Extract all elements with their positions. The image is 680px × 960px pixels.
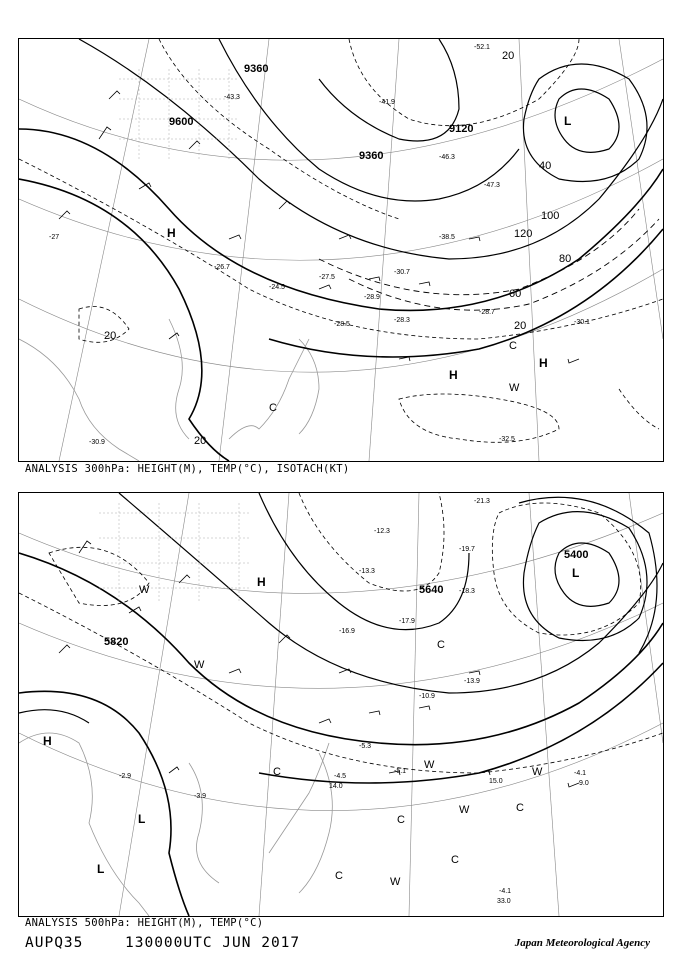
svg-text:-24.5: -24.5 (269, 284, 285, 291)
svg-text:-46.3: -46.3 (439, 154, 455, 161)
cold-cell: C (335, 870, 343, 882)
low-center: L (138, 812, 146, 826)
warm-cell: W (424, 759, 435, 771)
svg-text:-26.7: -26.7 (214, 264, 230, 271)
product-code: AUPQ35 (25, 935, 84, 951)
isotach-label: 40 (539, 160, 552, 172)
warm-cell: W (509, 382, 520, 394)
warm-cell: W (139, 584, 150, 596)
valid-time: 130000UTC JUN 2017 (125, 935, 301, 951)
isotach-label: 80 (559, 253, 572, 265)
svg-text:-38.5: -38.5 (439, 234, 455, 241)
svg-text:33.0: 33.0 (497, 898, 511, 905)
height-label: 9360 (244, 63, 269, 75)
height-label: 5640 (419, 584, 444, 596)
svg-text:-41.9: -41.9 (379, 99, 395, 106)
low-center: L (564, 114, 572, 128)
height-label: 5400 (564, 549, 589, 561)
low-center: L (97, 862, 105, 876)
cold-cell: C (397, 814, 405, 826)
svg-text:9.0: 9.0 (579, 780, 589, 787)
svg-text:-28.9: -28.9 (364, 294, 380, 301)
isotach-label: 20 (194, 435, 207, 447)
svg-text:-27.5: -27.5 (319, 274, 335, 281)
svg-text:-52.1: -52.1 (474, 44, 490, 51)
svg-text:-30.1: -30.1 (574, 319, 590, 326)
map-500hpa-canvas (19, 493, 663, 916)
svg-text:-16.9: -16.9 (339, 628, 355, 635)
wind-barbs (59, 541, 579, 787)
isotach-label: 20 (514, 320, 527, 332)
cold-cell: C (273, 766, 281, 778)
high-center: H (449, 368, 458, 382)
map-300hpa (18, 38, 664, 462)
svg-text:-2.9: -2.9 (119, 773, 132, 780)
isotach-label: 120 (514, 228, 533, 240)
svg-text:-17.9: -17.9 (399, 618, 415, 625)
svg-text:-21.3: -21.3 (474, 498, 490, 505)
svg-text:-12.3: -12.3 (374, 528, 390, 535)
map-500hpa (18, 492, 664, 917)
svg-text:14.0: 14.0 (329, 783, 343, 790)
low-center: L (572, 566, 580, 580)
warm-cell: W (532, 766, 543, 778)
svg-text:-13.3: -13.3 (359, 568, 375, 575)
svg-text:-47.3: -47.3 (484, 182, 500, 189)
cold-cell: C (269, 402, 277, 414)
svg-text:-32.5: -32.5 (499, 436, 515, 443)
chart-caption-300hpa: ANALYSIS 300hPa: HEIGHT(M), TEMP(°C), ISOTACH(KT) (25, 463, 350, 475)
svg-text:-27: -27 (49, 234, 60, 241)
coastline (19, 733, 332, 916)
graticule (19, 39, 663, 461)
wind-barbs (59, 91, 579, 363)
warm-cell: W (459, 804, 470, 816)
height-label: 9120 (449, 123, 474, 135)
svg-text:-28.7: -28.7 (479, 309, 495, 316)
svg-text:15.0: 15.0 (489, 778, 503, 785)
svg-text:-18.3: -18.3 (459, 588, 475, 595)
cold-cell: C (451, 854, 459, 866)
agency-name: Japan Meteorological Agency (514, 937, 650, 949)
data-grid (99, 503, 249, 603)
svg-text:-28.3: -28.3 (394, 317, 410, 324)
height-label: 9360 (359, 150, 384, 162)
cold-cell: C (509, 340, 517, 352)
svg-text:-10.9: -10.9 (419, 693, 435, 700)
warm-cell: W (390, 876, 401, 888)
cold-cell: C (437, 639, 445, 651)
svg-text:-5.3: -5.3 (359, 743, 372, 750)
height-label: 5820 (104, 636, 129, 648)
cold-cell: C (516, 802, 524, 814)
chart-caption-500hpa: ANALYSIS 500hPa: HEIGHT(M), TEMP(°C) (25, 917, 264, 929)
height-contours (19, 39, 663, 461)
svg-text:-43.3: -43.3 (224, 94, 240, 101)
svg-text:-4.1: -4.1 (499, 888, 512, 895)
high-center: H (539, 356, 548, 370)
isotach-label: 20 (104, 330, 117, 342)
svg-text:-3.9: -3.9 (194, 793, 207, 800)
svg-text:-30.7: -30.7 (394, 269, 410, 276)
map-300hpa-canvas (19, 39, 663, 461)
temperature-values (119, 498, 589, 905)
svg-text:-13.9: -13.9 (464, 678, 480, 685)
svg-text:-28.5: -28.5 (334, 321, 350, 328)
isotherms (19, 39, 663, 442)
isotach-label: 100 (541, 210, 560, 222)
svg-text:-4.5: -4.5 (334, 773, 347, 780)
svg-text:-5.1: -5.1 (394, 768, 407, 775)
height-label: 9600 (169, 116, 194, 128)
warm-cell: W (194, 659, 205, 671)
isotach-label: 20 (502, 50, 515, 62)
svg-text:-19.7: -19.7 (459, 546, 475, 553)
high-center: H (167, 226, 176, 240)
isotach-label: 60 (509, 288, 522, 300)
svg-text:-4.1: -4.1 (574, 770, 587, 777)
high-center: H (257, 575, 266, 589)
svg-text:-30.9: -30.9 (89, 439, 105, 446)
high-center: H (43, 734, 52, 748)
